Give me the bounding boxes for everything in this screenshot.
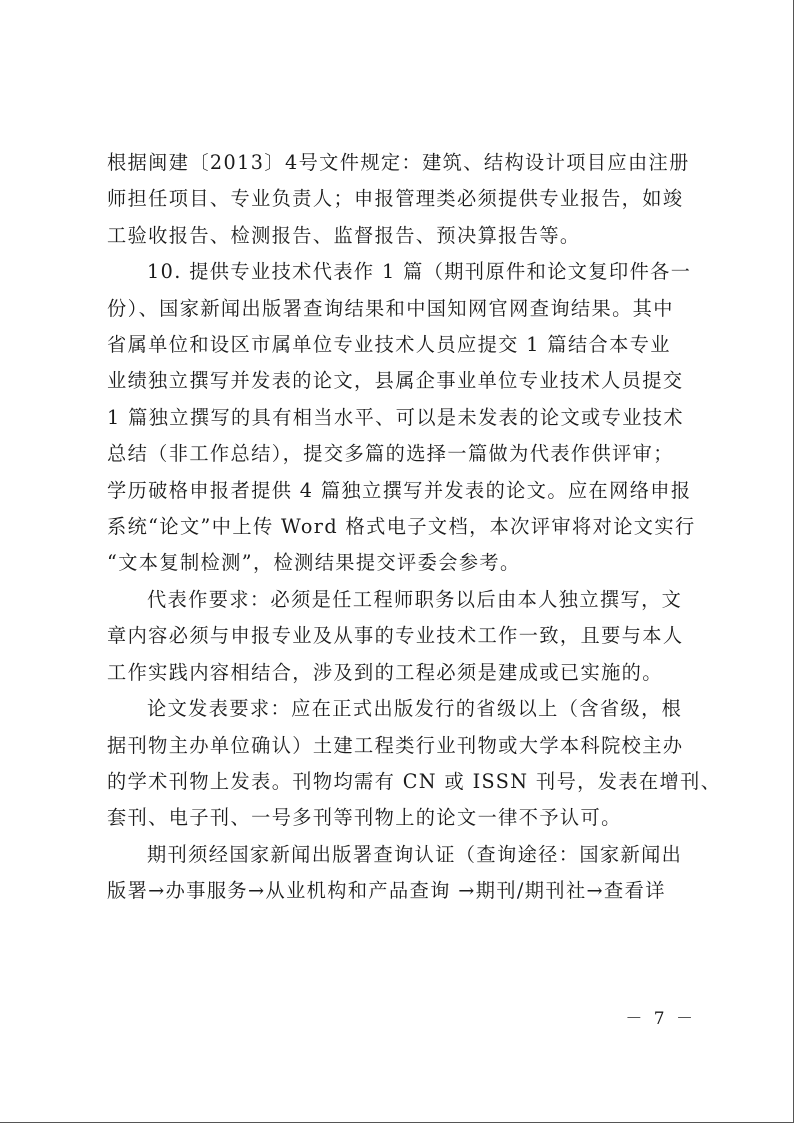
- text-line: 据刊物主办单位确认）土建工程类行业刊物或大学本科院校主办: [107, 733, 684, 757]
- paragraph-journal-verification: [107, 837, 692, 910]
- text-line: 工验收报告、检测报告、监督报告、预决算报告等。: [107, 223, 581, 247]
- text-line: 学历破格申报者提供 4 篇独立撰写并发表的论文。应在网络申报: [107, 478, 692, 502]
- page-number: － 7 －: [625, 1009, 696, 1029]
- text-line: 代表作要求：必须是任工程师职务以后由本人独立撰写，文: [147, 587, 683, 611]
- text-line: 版署→办事服务→从业机构和产品查询 →期刊/期刊社→查看详: [107, 879, 666, 903]
- text-line: 论文发表要求：应在正式出版发行的省级以上（含省级，根: [147, 697, 683, 721]
- text-line: 工作实践内容相结合，涉及到的工程必须是建成或已实施的。: [107, 660, 663, 684]
- paragraph-publication-requirements: [107, 691, 722, 837]
- text-line: 的学术刊物上发表。刊物均需有 CN 或 ISSN 刊号，发表在增刊、: [107, 769, 722, 793]
- paragraph-item-10-representative-work: [107, 254, 696, 582]
- paragraph-representative-work-requirements: [107, 582, 692, 691]
- text-line: 期刊须经国家新闻出版署查询认证（查询途径：国家新闻出: [147, 842, 683, 866]
- text-line: 省属单位和设区市属单位专业技术人员应提交 1 篇结合本专业: [107, 333, 671, 357]
- text-line: 业绩独立撰写并发表的论文，县属企事业单位专业技术人员提交: [107, 369, 684, 393]
- text-line: 系统“论文”中上传 Word 格式电子文档，本次评审将对论文实行: [107, 515, 696, 539]
- text-line: 份）、国家新闻出版署查询结果和中国知网官网查询结果。其中: [107, 296, 674, 320]
- text-line: “文本复制检测”，检测结果提交评委会参考。: [107, 551, 521, 575]
- document-body: [107, 145, 722, 910]
- text-line: 1 篇独立撰写的具有相当水平、可以是未发表的论文或专业技术: [107, 405, 684, 429]
- text-line: 总结（非工作总结），提交多篇的选择一篇做为代表作供评审；: [107, 442, 674, 466]
- paragraph-registration-requirements: [107, 145, 692, 254]
- text-line: 章内容必须与申报专业及从事的专业技术工作一致，且要与本人: [107, 624, 684, 648]
- text-line: 师担任项目、专业负责人；申报管理类必须提供专业报告，如竣: [107, 187, 684, 211]
- text-line: 套刊、电子刊、一号多刊等刊物上的论文一律不予认可。: [107, 806, 622, 830]
- text-line: 根据闽建〔2013〕4号文件规定：建筑、结构设计项目应由注册: [107, 151, 690, 174]
- text-line: 10. 提供专业技术代表作 1 篇（期刊原件和论文复印件各一: [147, 260, 692, 284]
